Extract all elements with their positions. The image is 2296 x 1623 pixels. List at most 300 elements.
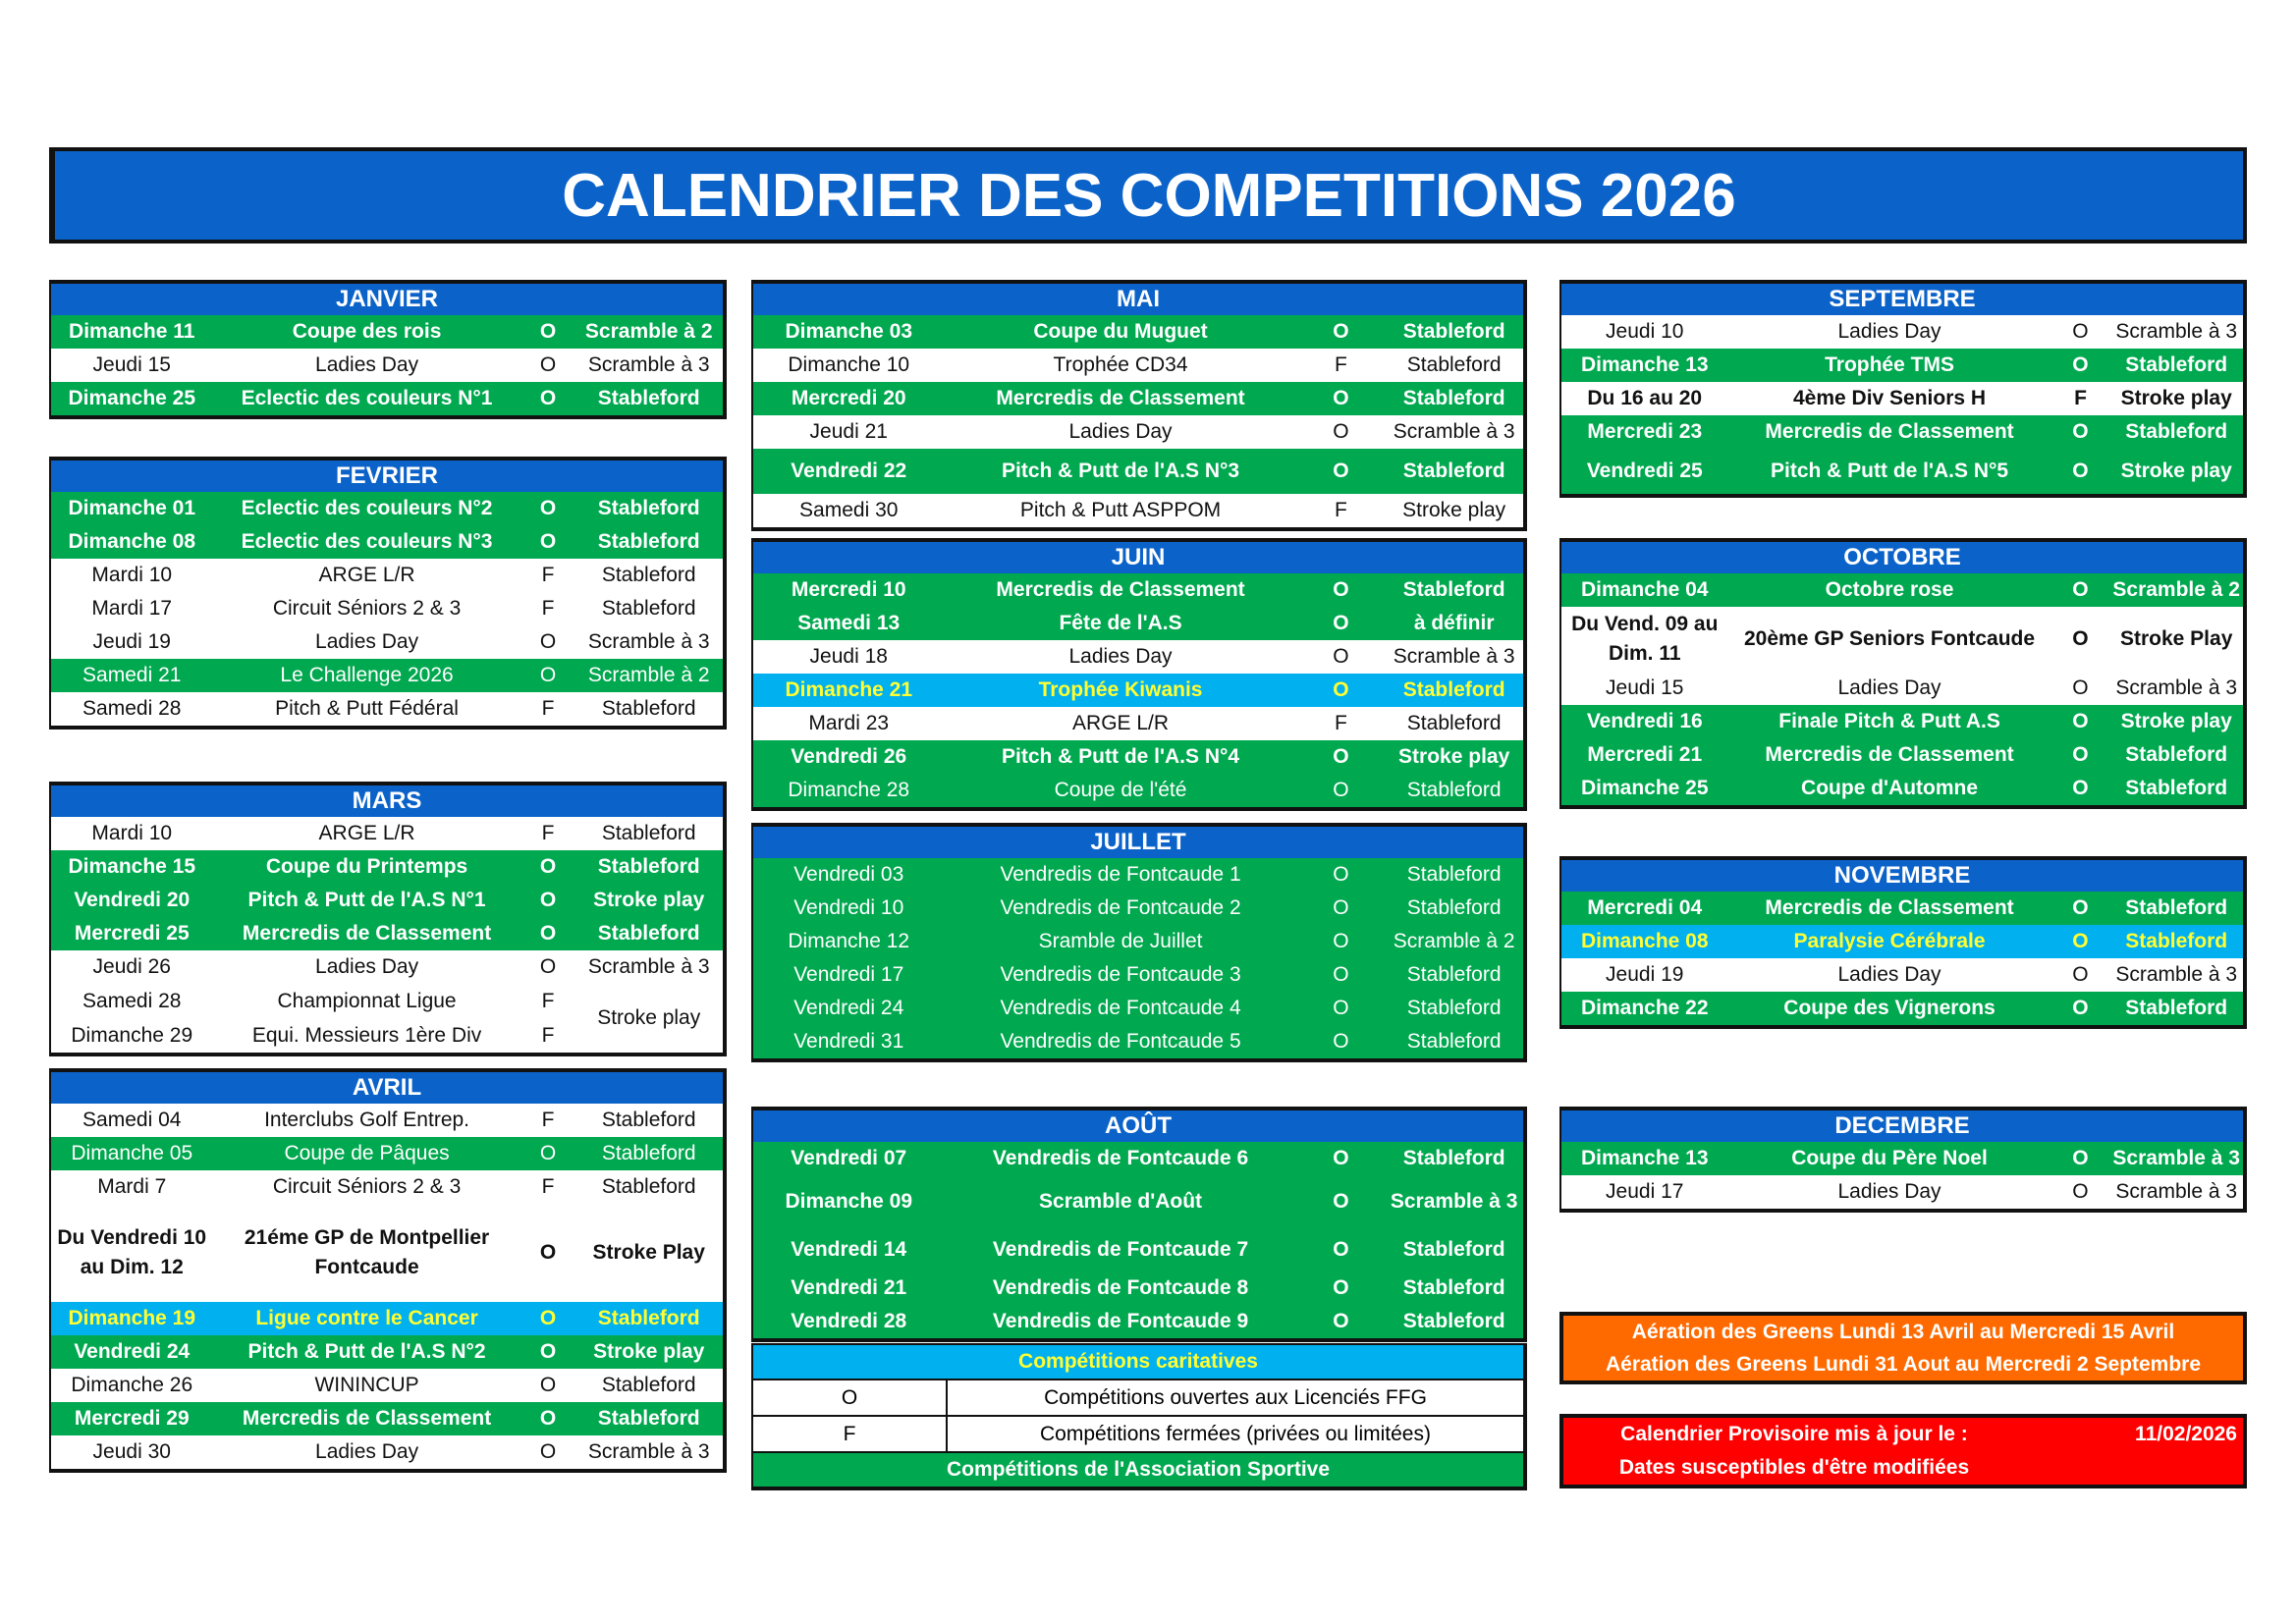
event-day: Vendredi 24 bbox=[74, 1340, 191, 1363]
event-name: Pitch & Putt de l'A.S N°2 bbox=[247, 1340, 486, 1363]
table-row bbox=[753, 415, 1523, 449]
event-name: Trophée CD34 bbox=[1053, 353, 1188, 376]
event-type: F bbox=[2074, 387, 2087, 409]
table-row bbox=[51, 692, 723, 726]
provisional-line bbox=[1563, 1418, 2243, 1451]
month-aout bbox=[751, 1107, 1527, 1342]
table-row bbox=[753, 494, 1523, 527]
table-row bbox=[753, 640, 1523, 674]
month-header: JUILLET bbox=[753, 823, 1523, 858]
event-name: Pitch & Putt de l'A.S N°1 bbox=[247, 889, 486, 911]
event-type: O bbox=[1333, 745, 1349, 768]
table-row bbox=[51, 850, 723, 884]
event-type: F bbox=[541, 697, 555, 720]
event-type: O bbox=[2072, 676, 2089, 699]
table-row bbox=[51, 1369, 723, 1402]
event-format: Scramble à 3 bbox=[2112, 1147, 2240, 1169]
event-day: Vendredi 28 bbox=[791, 1310, 907, 1332]
event-day: Vendredi 16 bbox=[1586, 710, 1703, 732]
event-name: Paralysie Cérébrale bbox=[1793, 930, 1986, 952]
event-format: Stableford bbox=[601, 564, 696, 586]
event-day: Dimanche 10 bbox=[788, 353, 910, 376]
event-day: Samedi 04 bbox=[82, 1109, 182, 1131]
event-day: Vendredi 22 bbox=[791, 460, 907, 482]
event-name: Octobre rose bbox=[1825, 578, 1954, 601]
event-format: Stableford bbox=[2125, 743, 2228, 766]
event-type: F bbox=[541, 597, 555, 620]
event-name: Vendredis de Fontcaude 6 bbox=[992, 1147, 1249, 1169]
event-name: Ladies Day bbox=[1837, 1180, 1941, 1203]
event-name: Coupe des rois bbox=[292, 320, 442, 343]
page-title: CALENDRIER DES COMPETITIONS 2026 bbox=[49, 147, 2247, 243]
event-format: Stableford bbox=[1406, 863, 1502, 886]
event-type: O bbox=[2072, 930, 2089, 952]
event-name: Mercredis de Classement bbox=[996, 387, 1245, 409]
table-row bbox=[51, 950, 723, 984]
event-format: Stableford bbox=[2125, 930, 2228, 952]
event-type: O bbox=[1333, 963, 1349, 986]
month-mai bbox=[751, 280, 1527, 531]
event-format: Stableford bbox=[597, 1407, 700, 1430]
month-header: FEVRIER bbox=[51, 457, 723, 492]
event-type: F bbox=[541, 564, 555, 586]
event-day: Dimanche 25 bbox=[1580, 777, 1709, 799]
event-type: O bbox=[1333, 779, 1349, 801]
month-header: JUIN bbox=[753, 538, 1523, 573]
event-day: Jeudi 26 bbox=[92, 955, 171, 978]
table-row bbox=[51, 349, 723, 382]
month-octobre bbox=[1559, 538, 2247, 809]
event-day: Jeudi 10 bbox=[1606, 320, 1684, 343]
event-day: Mardi 17 bbox=[91, 597, 173, 620]
event-day: Samedi 30 bbox=[799, 499, 899, 521]
event-type: O bbox=[539, 1440, 557, 1463]
event-day: Du Vend. 09 au Dim. 11 bbox=[1571, 613, 1719, 665]
event-day: Dimanche 21 bbox=[785, 678, 913, 701]
event-format: Stableford bbox=[2125, 777, 2228, 799]
event-type: O bbox=[1333, 896, 1349, 919]
table-row bbox=[1561, 958, 2243, 992]
event-format: Stroke Play bbox=[2119, 627, 2233, 650]
event-format: Stableford bbox=[601, 1374, 696, 1396]
event-type: O bbox=[1333, 460, 1349, 482]
event-day: Samedi 28 bbox=[82, 989, 182, 1012]
table-row bbox=[753, 1025, 1523, 1058]
event-type: F bbox=[541, 989, 555, 1012]
event-type: O bbox=[1333, 320, 1349, 343]
event-day: Mardi 10 bbox=[91, 822, 173, 844]
event-format: Stableford bbox=[2125, 896, 2228, 919]
table-row bbox=[1561, 992, 2243, 1025]
table-row bbox=[1561, 349, 2243, 382]
legend-open-label: Compétitions ouvertes aux Licenciés FFG bbox=[1044, 1385, 1427, 1409]
event-type: O bbox=[539, 497, 557, 519]
event-day: Dimanche 13 bbox=[1580, 1147, 1709, 1169]
month-header: JANVIER bbox=[51, 280, 723, 315]
event-format: à définir bbox=[1413, 612, 1495, 634]
month-header: OCTOBRE bbox=[1561, 538, 2243, 573]
event-day: Dimanche 04 bbox=[1580, 578, 1709, 601]
event-day: Vendredi 14 bbox=[791, 1238, 907, 1261]
event-type: F bbox=[541, 1175, 555, 1198]
event-format: Scramble à 2 bbox=[2112, 578, 2240, 601]
event-type: O bbox=[2072, 997, 2089, 1019]
table-row bbox=[753, 892, 1523, 925]
event-name: Ligue contre le Cancer bbox=[255, 1307, 478, 1329]
event-name: ARGE L/R bbox=[318, 564, 415, 586]
event-format: Stableford bbox=[1406, 896, 1502, 919]
event-format: Stableford bbox=[601, 1142, 696, 1164]
event-type: O bbox=[1333, 1030, 1349, 1053]
legend-closed-label: Compétitions fermées (privées ou limitées) bbox=[1040, 1422, 1431, 1445]
event-format: Stableford bbox=[1402, 460, 1505, 482]
event-name: 20ème GP Seniors Fontcaude bbox=[1744, 627, 2036, 650]
event-format: Stableford bbox=[1402, 1310, 1505, 1332]
event-name: Vendredis de Fontcaude 7 bbox=[992, 1238, 1249, 1261]
month-janvier bbox=[49, 280, 727, 419]
event-type: O bbox=[1333, 1310, 1349, 1332]
table-row bbox=[1561, 449, 2243, 494]
event-name: Eclectic des couleurs N°2 bbox=[241, 497, 493, 519]
event-day: Samedi 13 bbox=[797, 612, 901, 634]
event-name: Ladies Day bbox=[315, 1440, 419, 1463]
event-type: O bbox=[2072, 627, 2089, 650]
provisional-date: 11/02/2026 bbox=[2135, 1423, 2237, 1445]
event-format: Stableford bbox=[601, 597, 696, 620]
aeration-line-1: Aération des Greens Lundi 13 Avril au Mercredi 15 Avril bbox=[1631, 1321, 2175, 1343]
event-type: O bbox=[1333, 387, 1349, 409]
month-novembre bbox=[1559, 856, 2247, 1029]
event-day: Dimanche 15 bbox=[68, 855, 196, 878]
table-row bbox=[753, 1228, 1523, 1271]
event-day: Vendredi 31 bbox=[793, 1030, 904, 1053]
event-format: Stableford bbox=[601, 1109, 696, 1131]
event-format: Scramble à 2 bbox=[584, 320, 713, 343]
event-format: Scramble à 3 bbox=[587, 1440, 710, 1463]
event-name: ARGE L/R bbox=[1072, 712, 1170, 734]
event-day: Dimanche 08 bbox=[1580, 930, 1709, 952]
table-row bbox=[51, 984, 723, 1053]
event-name: Ladies Day bbox=[1837, 676, 1941, 699]
event-day: Vendredi 24 bbox=[793, 997, 904, 1019]
month-juillet bbox=[751, 823, 1527, 1062]
event-format: Stableford bbox=[597, 1307, 700, 1329]
event-name: Trophée Kiwanis bbox=[1038, 678, 1203, 701]
event-day: Vendredi 21 bbox=[791, 1276, 907, 1299]
event-day: Mercredi 04 bbox=[1587, 896, 1703, 919]
table-row bbox=[51, 1335, 723, 1369]
event-format: Scramble à 3 bbox=[587, 630, 710, 653]
table-row bbox=[51, 659, 723, 692]
event-type: O bbox=[539, 320, 557, 343]
event-day: Mercredi 10 bbox=[791, 578, 906, 601]
event-name: Vendredis de Fontcaude 3 bbox=[1000, 963, 1241, 986]
event-format: Stableford bbox=[2125, 420, 2228, 443]
month-header: NOVEMBRE bbox=[1561, 856, 2243, 892]
table-row bbox=[51, 917, 723, 950]
provisional-label: Calendrier Provisoire mis à jour le : bbox=[1620, 1423, 1968, 1445]
table-row bbox=[753, 1305, 1523, 1338]
table-row bbox=[753, 382, 1523, 415]
table-row bbox=[1561, 415, 2243, 449]
event-name: Vendredis de Fontcaude 1 bbox=[1000, 863, 1241, 886]
table-row bbox=[51, 315, 723, 349]
event-format: Scramble à 3 bbox=[2115, 676, 2238, 699]
event-day: Dimanche 22 bbox=[1580, 997, 1709, 1019]
event-type: O bbox=[539, 1407, 557, 1430]
event-day: Vendredi 26 bbox=[791, 745, 907, 768]
event-day: Mercredi 21 bbox=[1587, 743, 1703, 766]
month-header: MARS bbox=[51, 782, 723, 817]
event-format: Stroke play bbox=[1398, 745, 1510, 768]
table-row bbox=[51, 492, 723, 525]
event-name: Fête de l'A.S bbox=[1059, 612, 1182, 634]
event-name: Trophée TMS bbox=[1825, 353, 1954, 376]
event-type: O bbox=[539, 889, 557, 911]
event-format: Stableford bbox=[1402, 1276, 1505, 1299]
month-header: AVRIL bbox=[51, 1068, 723, 1104]
event-type: O bbox=[539, 1142, 557, 1164]
event-format: Stableford bbox=[1406, 353, 1502, 376]
event-day: Dimanche 01 bbox=[68, 497, 196, 519]
event-day: Jeudi 19 bbox=[1606, 963, 1684, 986]
event-type: O bbox=[2072, 320, 2089, 343]
event-name: Coupe du Printemps bbox=[265, 855, 468, 878]
event-day: Jeudi 15 bbox=[92, 353, 171, 376]
table-row bbox=[51, 559, 723, 592]
table-row bbox=[51, 817, 723, 850]
event-type: O bbox=[539, 922, 557, 945]
event-type: O bbox=[2072, 777, 2089, 799]
event-name: Interclubs Golf Entrep. bbox=[264, 1109, 470, 1131]
event-name: Ladies Day bbox=[1837, 963, 1941, 986]
event-type: O bbox=[2072, 896, 2089, 919]
event-name: Coupe de l'été bbox=[1054, 779, 1187, 801]
event-type: O bbox=[1333, 1147, 1349, 1169]
legend-open bbox=[753, 1379, 1523, 1415]
table-row bbox=[1561, 315, 2243, 349]
event-format: Stroke play bbox=[593, 1340, 705, 1363]
table-row bbox=[753, 1175, 1523, 1228]
month-decembre bbox=[1559, 1107, 2247, 1213]
event-name: Equi. Messieurs 1ère Div bbox=[251, 1023, 482, 1047]
event-day: Dimanche 08 bbox=[68, 530, 196, 553]
event-name: Pitch & Putt de l'A.S N°3 bbox=[1001, 460, 1240, 482]
event-type: O bbox=[539, 530, 557, 553]
event-day: Mercredi 25 bbox=[74, 922, 190, 945]
table-row bbox=[753, 858, 1523, 892]
event-name: Scramble d'Août bbox=[1039, 1190, 1203, 1213]
event-format: Stroke Play bbox=[592, 1241, 705, 1264]
aeration-note bbox=[1559, 1312, 2247, 1384]
table-row bbox=[753, 774, 1523, 807]
table-row bbox=[1561, 672, 2243, 705]
modifiable-line: Dates susceptibles d'être modifiées bbox=[1618, 1456, 1970, 1479]
table-row bbox=[1561, 772, 2243, 805]
event-day: Dimanche 19 bbox=[68, 1307, 196, 1329]
event-day: Dimanche 12 bbox=[788, 930, 910, 952]
table-row bbox=[51, 625, 723, 659]
table-row bbox=[1561, 738, 2243, 772]
event-name: Le Challenge 2026 bbox=[280, 664, 454, 686]
event-format: Stableford bbox=[597, 855, 700, 878]
event-name: 4ème Div Seniors H bbox=[1792, 387, 1987, 409]
event-name: Vendredis de Fontcaude 4 bbox=[1000, 997, 1241, 1019]
legend-caritatives: Compétitions caritatives bbox=[753, 1345, 1523, 1379]
event-day: Samedi 21 bbox=[82, 664, 182, 686]
event-format: Stableford bbox=[601, 822, 696, 844]
event-name: ARGE L/R bbox=[318, 822, 415, 844]
table-row bbox=[51, 1137, 723, 1170]
event-format: Scramble à 3 bbox=[587, 353, 710, 376]
event-type: O bbox=[2072, 710, 2089, 732]
table-row bbox=[51, 592, 723, 625]
table-row bbox=[1561, 1142, 2243, 1175]
event-type: O bbox=[2072, 743, 2089, 766]
event-name: Eclectic des couleurs N°3 bbox=[241, 530, 493, 553]
event-name: Coupe d'Automne bbox=[1801, 777, 1979, 799]
event-day: Mercredi 29 bbox=[74, 1407, 190, 1430]
event-name: Championnat Ligue bbox=[277, 989, 457, 1012]
event-type: O bbox=[2072, 353, 2089, 376]
event-type: O bbox=[539, 353, 557, 376]
month-header: DECEMBRE bbox=[1561, 1107, 2243, 1142]
table-row bbox=[753, 1271, 1523, 1305]
event-day: Samedi 28 bbox=[82, 697, 182, 720]
month-septembre bbox=[1559, 280, 2247, 498]
event-name: Circuit Séniors 2 & 3 bbox=[272, 1175, 462, 1198]
event-day: Du Vendredi 10 au Dim. 12 bbox=[57, 1226, 207, 1278]
event-type: F bbox=[1335, 353, 1347, 376]
event-name: Vendredis de Fontcaude 5 bbox=[1000, 1030, 1241, 1053]
event-day: Jeudi 15 bbox=[1606, 676, 1684, 699]
event-name: Circuit Séniors 2 & 3 bbox=[272, 597, 462, 620]
legend-open-code: O bbox=[753, 1380, 948, 1415]
event-name: Vendredis de Fontcaude 9 bbox=[992, 1310, 1249, 1332]
event-day: Dimanche 11 bbox=[69, 320, 195, 343]
event-format: Stableford bbox=[1402, 678, 1505, 701]
event-name: Mercredis de Classement bbox=[242, 1407, 492, 1430]
event-name: Mercredis de Classement bbox=[1765, 743, 2014, 766]
event-type: O bbox=[539, 955, 557, 978]
event-format: Stableford bbox=[1402, 1238, 1505, 1261]
event-day: Vendredi 10 bbox=[793, 896, 904, 919]
event-type: O bbox=[539, 1374, 557, 1396]
event-format: Scramble à 3 bbox=[1393, 420, 1515, 443]
event-name: Pitch & Putt ASPPOM bbox=[1019, 499, 1222, 521]
table-row bbox=[51, 382, 723, 415]
event-name: Ladies Day bbox=[315, 630, 419, 653]
event-day: Jeudi 18 bbox=[809, 645, 888, 668]
event-day: Vendredi 03 bbox=[793, 863, 904, 886]
event-name: 21éme GP de Montpellier Fontcaude bbox=[244, 1226, 490, 1278]
table-row bbox=[753, 449, 1523, 494]
event-format: Stableford bbox=[1406, 963, 1502, 986]
event-name: Coupe du Muguet bbox=[1033, 320, 1208, 343]
event-name: Coupe de Pâques bbox=[284, 1142, 450, 1164]
event-type: O bbox=[1333, 678, 1349, 701]
event-day: Du 16 au 20 bbox=[1587, 387, 1703, 409]
table-row bbox=[753, 607, 1523, 640]
month-header: AOÛT bbox=[753, 1107, 1523, 1142]
month-header: MAI bbox=[753, 280, 1523, 315]
event-type: O bbox=[539, 1307, 557, 1329]
event-name: Mercredis de Classement bbox=[242, 922, 492, 945]
legend bbox=[751, 1343, 1527, 1490]
event-format: Stableford bbox=[1406, 997, 1502, 1019]
event-format: Scramble à 3 bbox=[1393, 645, 1515, 668]
event-name: Finale Pitch & Putt A.S bbox=[1778, 710, 2000, 732]
table-row bbox=[753, 315, 1523, 349]
event-format: Stableford bbox=[597, 387, 700, 409]
event-day: Mardi 7 bbox=[97, 1175, 167, 1198]
month-header: SEPTEMBRE bbox=[1561, 280, 2243, 315]
event-name: Eclectic des couleurs N°1 bbox=[241, 387, 493, 409]
event-day: Dimanche 26 bbox=[71, 1374, 193, 1396]
event-day: Vendredi 25 bbox=[1586, 460, 1703, 482]
event-day: Mercredi 23 bbox=[1587, 420, 1703, 443]
event-day: Mardi 10 bbox=[91, 564, 173, 586]
table-row bbox=[1561, 925, 2243, 958]
event-day: Dimanche 03 bbox=[785, 320, 913, 343]
event-name: Vendredis de Fontcaude 8 bbox=[992, 1276, 1249, 1299]
event-type: O bbox=[539, 1241, 557, 1264]
event-name: Pitch & Putt Fédéral bbox=[275, 697, 459, 720]
event-format: Stableford bbox=[601, 697, 696, 720]
event-name: Sramble de Juillet bbox=[1038, 930, 1203, 952]
event-type: O bbox=[1333, 930, 1349, 952]
event-format: Stableford bbox=[2125, 353, 2228, 376]
event-type: F bbox=[541, 1023, 555, 1047]
event-name: Vendredis de Fontcaude 2 bbox=[1000, 896, 1241, 919]
table-row-grand-prix bbox=[51, 1204, 723, 1302]
event-format: Stableford bbox=[1406, 1030, 1502, 1053]
legend-association: Compétitions de l'Association Sportive bbox=[753, 1451, 1523, 1487]
event-type: O bbox=[1333, 997, 1349, 1019]
event-format: Scramble à 3 bbox=[587, 955, 710, 978]
event-format: Stableford bbox=[597, 497, 700, 519]
table-row bbox=[753, 349, 1523, 382]
event-type: O bbox=[539, 630, 557, 653]
event-day: Dimanche 25 bbox=[68, 387, 196, 409]
event-day: Mercredi 20 bbox=[791, 387, 906, 409]
table-row bbox=[1561, 705, 2243, 738]
event-type: F bbox=[541, 822, 555, 844]
event-name: Coupe du Père Noel bbox=[1791, 1147, 1988, 1169]
event-name: Ladies Day bbox=[315, 955, 419, 978]
provisional-note bbox=[1559, 1414, 2247, 1488]
event-format: Stroke play bbox=[593, 889, 705, 911]
event-day: Vendredi 07 bbox=[791, 1147, 907, 1169]
legend-closed-code: F bbox=[753, 1417, 948, 1451]
event-format: Stroke play bbox=[2120, 387, 2232, 409]
event-type: O bbox=[1333, 1276, 1349, 1299]
month-mars bbox=[49, 782, 727, 1056]
event-name: Mercredis de Classement bbox=[996, 578, 1245, 601]
event-day: Dimanche 13 bbox=[1580, 353, 1709, 376]
event-day: Jeudi 21 bbox=[809, 420, 888, 443]
event-format: Stableford bbox=[2125, 997, 2228, 1019]
table-row bbox=[1561, 1175, 2243, 1209]
table-row bbox=[753, 992, 1523, 1025]
event-name: Ladies Day bbox=[1068, 645, 1173, 668]
event-format: Stableford bbox=[1402, 387, 1505, 409]
event-format: Stroke play bbox=[597, 1006, 701, 1029]
month-juin bbox=[751, 538, 1527, 811]
event-format: Stableford bbox=[597, 922, 700, 945]
legend-closed bbox=[753, 1415, 1523, 1451]
event-name: Pitch & Putt de l'A.S N°4 bbox=[1001, 745, 1240, 768]
